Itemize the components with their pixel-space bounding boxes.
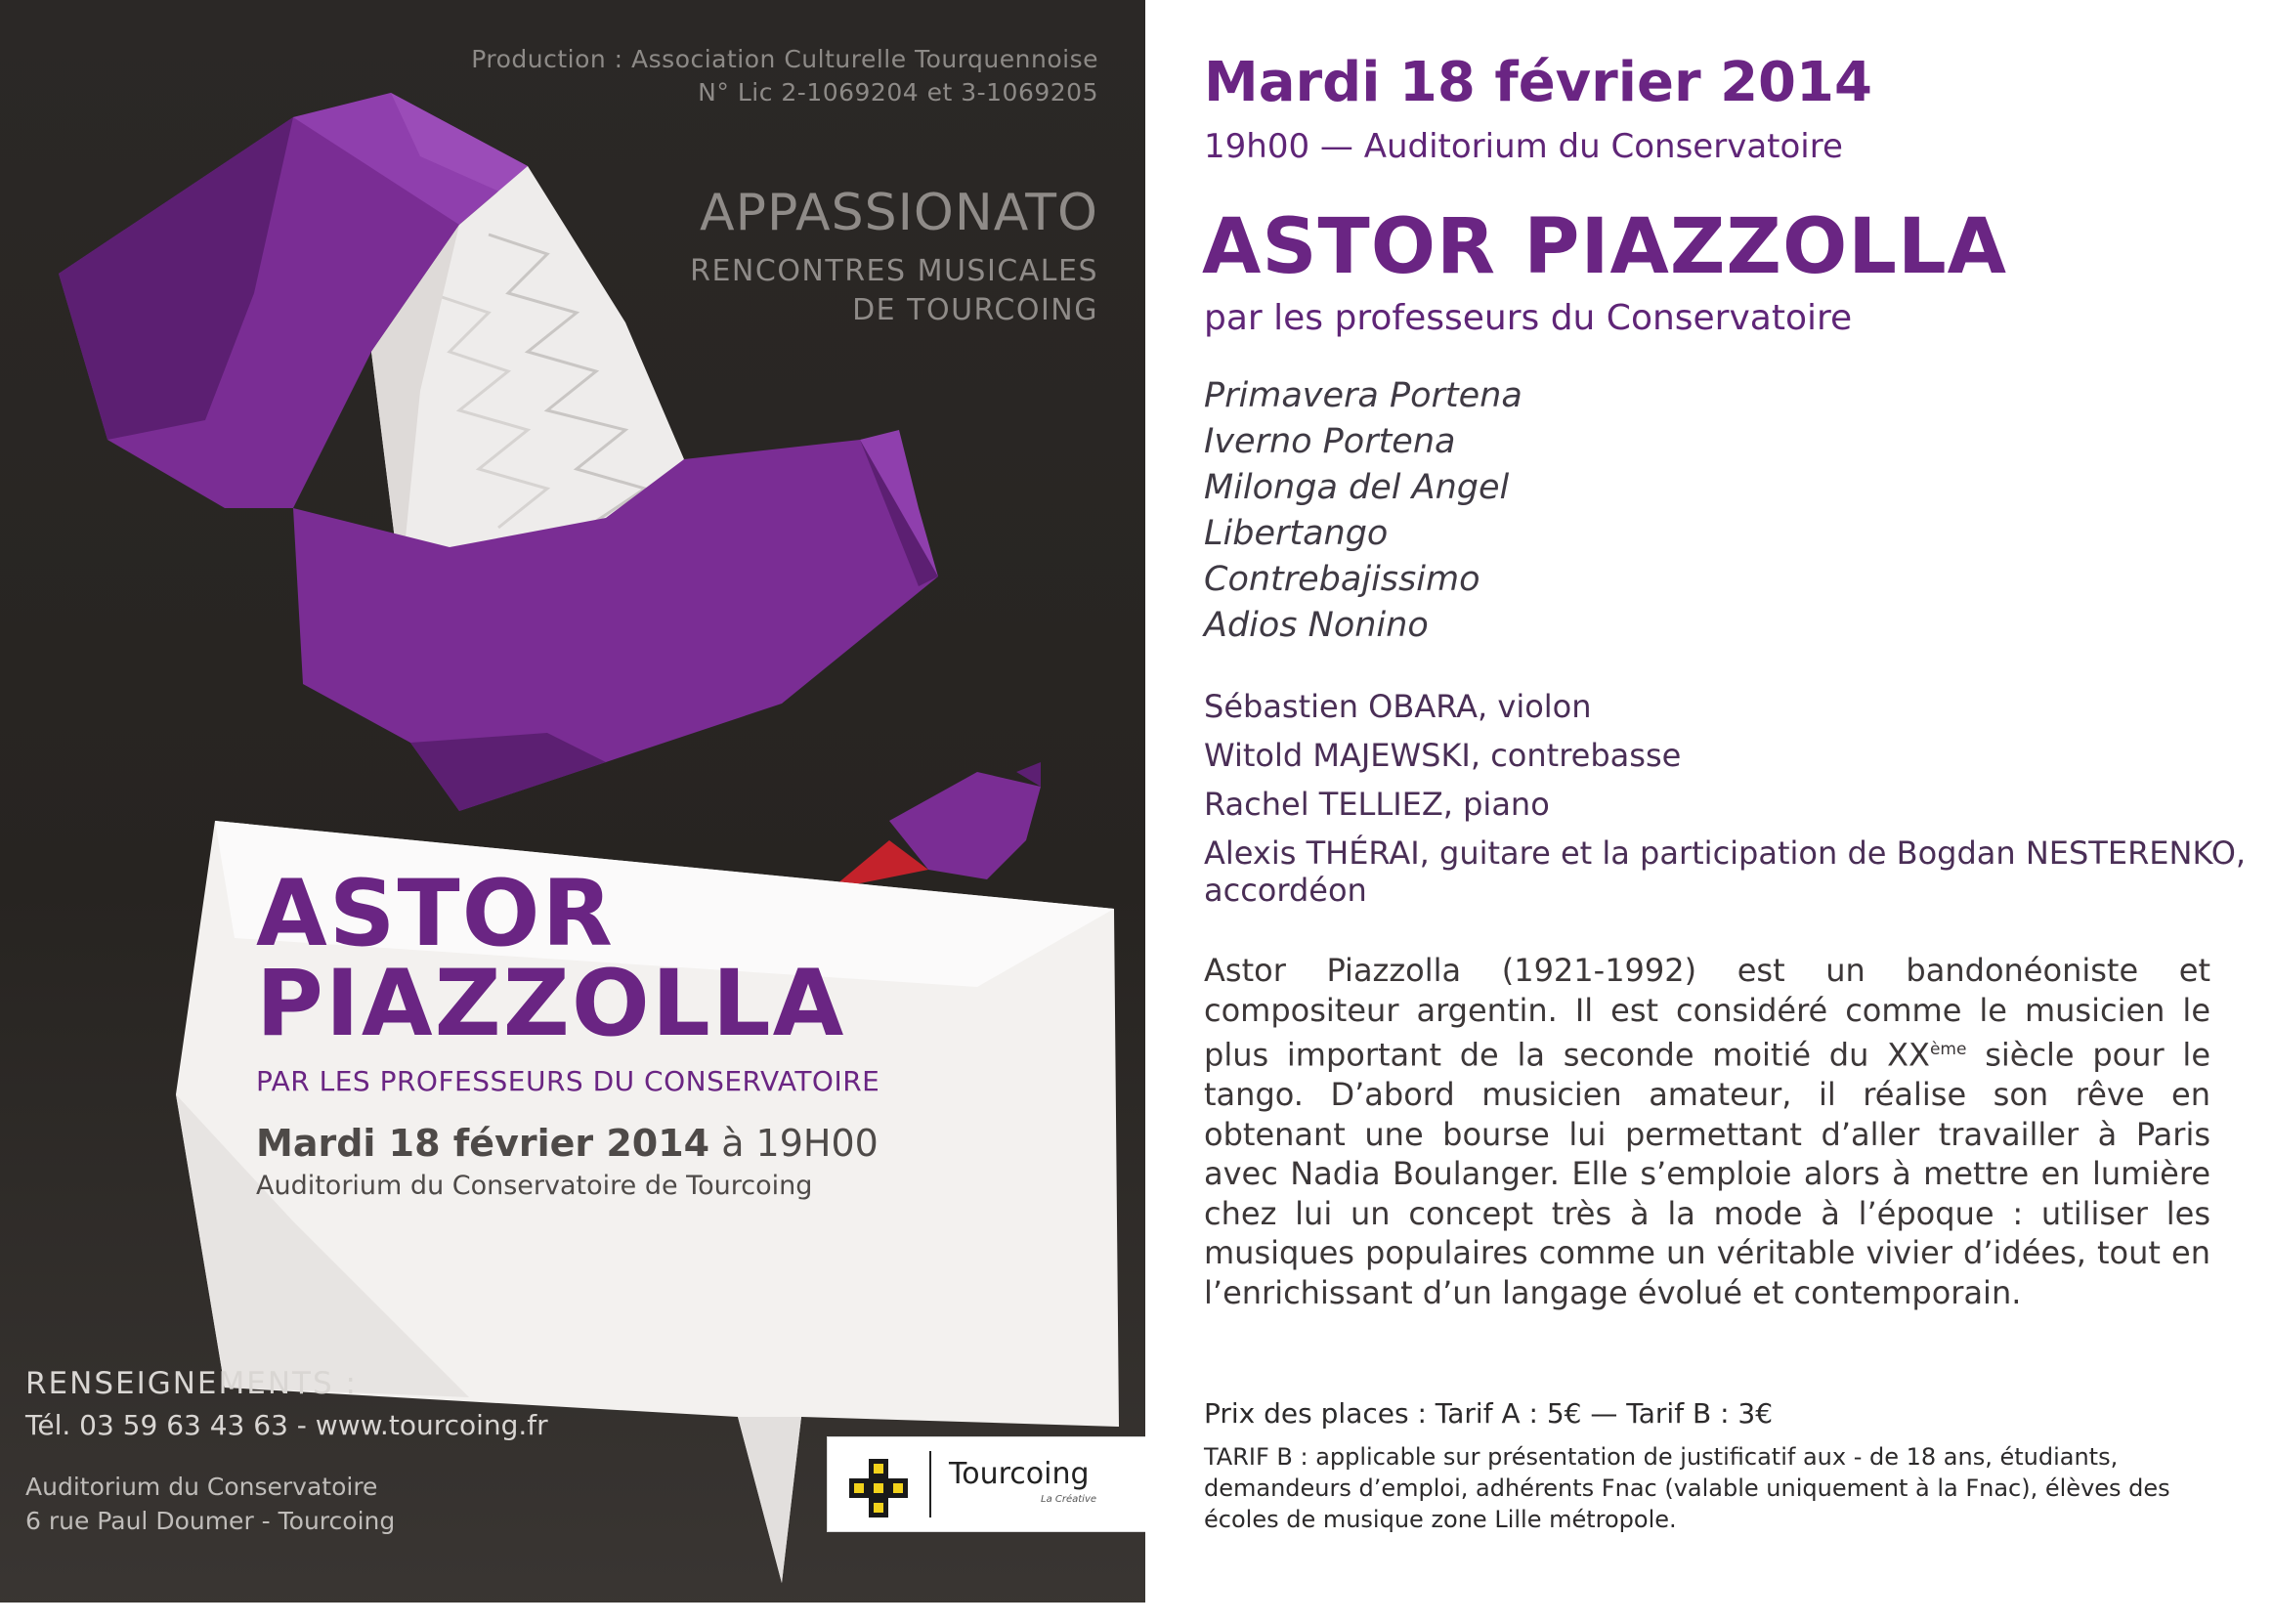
- poster-title: [256, 861, 846, 1057]
- production-credit: [471, 43, 1098, 109]
- address-line: Auditorium du Conservatoire: [25, 1473, 378, 1501]
- production-line: Production : Association Culturelle Tourquennoise: [471, 45, 1098, 73]
- city-logo-icon: [849, 1459, 908, 1517]
- festival-title: APPASSIONATO: [700, 184, 1098, 242]
- bio-superscript: ème: [1929, 1040, 1967, 1059]
- poster-title-line: ASTOR: [256, 861, 615, 967]
- concert-details: [1145, 0, 2273, 1624]
- venue-address: [25, 1470, 395, 1538]
- poster-title-line: PIAZZOLLA: [256, 951, 846, 1057]
- event-date: Mardi 18 février 2014: [1204, 51, 1872, 114]
- logo-name: Tourcoing: [949, 1457, 1090, 1491]
- program-item: Iverno Portena: [1204, 422, 1456, 461]
- logo-tagline: La Créative: [1041, 1494, 1097, 1505]
- poster-subtitle: PAR LES PROFESSEURS DU CONSERVATOIRE: [256, 1065, 880, 1097]
- musician-list: [1204, 682, 2250, 909]
- program-item: Contrebajissimo: [1204, 560, 1480, 599]
- poster-venue: Auditorium du Conservatoire de Tourcoing: [256, 1171, 813, 1201]
- tarif-b-note: TARIF B : applicable sur présentation de justificatif aux - de 18 ans, étudiants, demandeurs d’emploi, adhérents Fnac (valable uniquement à la Fnac), élèves des écoles de musique zone Lille métropole.: [1204, 1443, 2170, 1533]
- poster-date-day: Mardi 18 février 2014: [256, 1122, 710, 1165]
- event-title: ASTOR PIAZZOLLA: [1202, 203, 2008, 291]
- festival-subtitle: [690, 252, 1098, 330]
- program-list: [1204, 373, 1522, 649]
- tourcoing-logo: [827, 1436, 1145, 1532]
- festival-subtitle-line: DE TOURCOING: [852, 293, 1098, 327]
- program-item: Milonga del Angel: [1204, 468, 1510, 507]
- poster-date-time: à 19H00: [709, 1122, 879, 1165]
- program-item: Libertango: [1204, 514, 1389, 553]
- musician-item: Witold MAJEWSKI, contrebasse: [1204, 737, 1682, 774]
- license-line: N° Lic 2-1069204 et 3-1069205: [698, 78, 1098, 107]
- bio-text: Astor Piazzolla (1921-1992) est un bandonéoniste et compositeur argentin. Il est considéré comme le musicien le plus important de la seconde moitié du XX: [1204, 952, 2210, 1074]
- info-heading: RENSEIGNEMENTS :: [25, 1366, 358, 1401]
- musician-item: Sébastien OBARA, violon: [1204, 688, 1592, 725]
- musician-item: Rachel TELLIEZ, piano: [1204, 786, 1550, 823]
- contact-info: Tél. 03 59 63 43 63 - www.tourcoing.fr: [25, 1409, 548, 1441]
- bottom-scan-edge: [0, 1603, 2273, 1624]
- bio-text: siècle pour le tango. D’abord musicien amateur, il réalise son rêve en obtenant une bourse lui permettant d’aller travailler à Paris avec Nadia Boulanger. Elle s’emploie alors à mettre en lumière chez lui un concept très à la mode à l’époque : utiliser les musiques populaires comme un véritable vivier d’idées, tout en l’enrichissant d’un langage évolué et contemporain.: [1204, 1036, 2211, 1311]
- program-item: Primavera Portena: [1204, 376, 1522, 415]
- composer-biography: [1204, 951, 2210, 1312]
- poster-date: [256, 1122, 879, 1165]
- address-line: 6 rue Paul Doumer - Tourcoing: [25, 1507, 396, 1535]
- musician-item: Alexis THÉRAI, guitare et la participation de Bogdan NESTERENKO, accordéon: [1204, 834, 2247, 909]
- ticket-prices: Prix des places : Tarif A : 5€ — Tarif B : 3€: [1204, 1397, 1774, 1430]
- festival-subtitle-line: RENCONTRES MUSICALES: [690, 254, 1098, 288]
- event-subtitle: par les professeurs du Conservatoire: [1204, 298, 1853, 338]
- event-time-venue: 19h00 — Auditorium du Conservatoire: [1204, 127, 1843, 166]
- program-item: Adios Nonino: [1204, 606, 1429, 645]
- logo-divider: [929, 1451, 931, 1517]
